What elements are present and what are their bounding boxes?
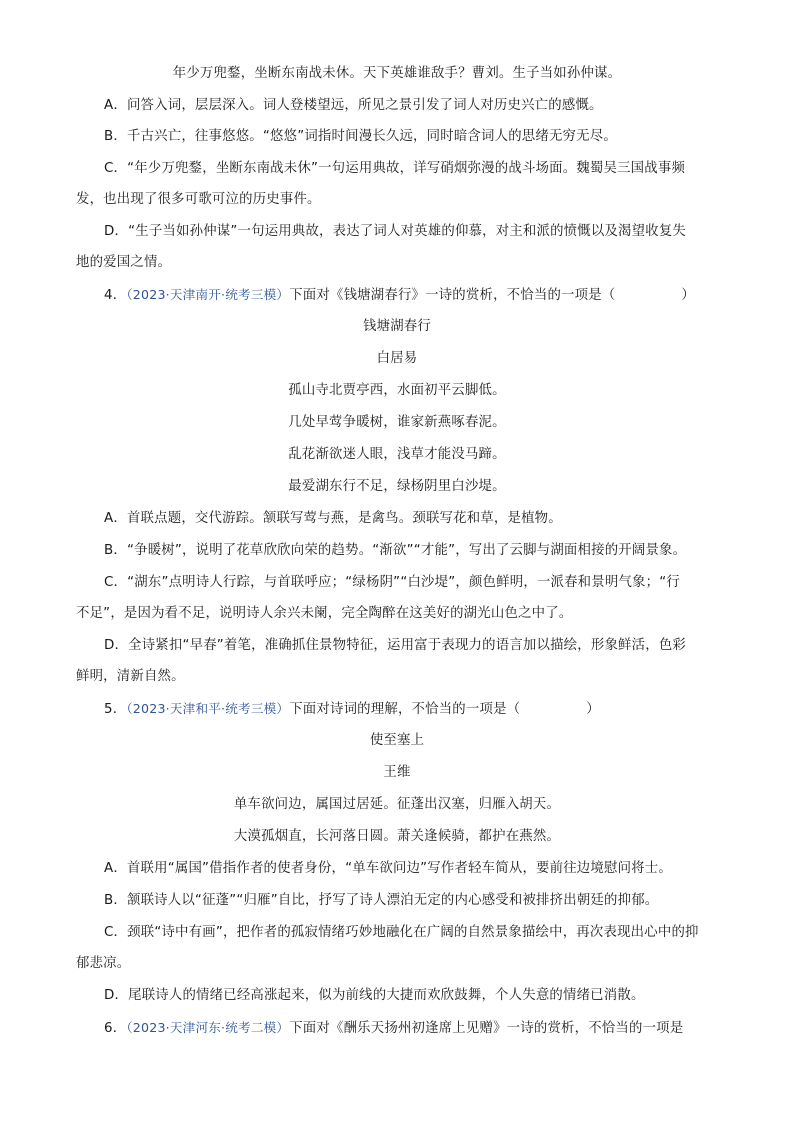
poem-line: 最爱湖东行不足，绿杨阴里白沙堤。 xyxy=(288,479,506,494)
option-a: A．首联用“属国”借指作者的使者身份，“单车欲问边”写作者轻车简从，要前往边境慰问将士。 xyxy=(104,861,672,876)
poem-line: 单车欲问边，属国过居延。征蓬出汉塞，归雁入胡天。 xyxy=(233,797,561,812)
question-text: 下面对《钱塘湖春行》一诗的赏析，不恰当的一项是（ xyxy=(289,288,616,303)
question-number: 5． xyxy=(104,702,127,717)
poem-title: 钱塘湖春行 xyxy=(363,319,431,334)
poem-author: 白居易 xyxy=(376,351,418,366)
question-text: 下面对诗词的理解，不恰当的一项是（ xyxy=(289,702,521,717)
option-c: C．颈联“诗中有画”，把作者的孤寂情绪巧妙地融化在广阔的自然景象描绘中，再次表现出心中的抑 xyxy=(104,925,699,940)
answer-paren-close: ） xyxy=(681,288,695,303)
poem-line: 几处早莺争暖树，谁家新燕啄春泥。 xyxy=(288,415,506,430)
poem-author: 王维 xyxy=(383,765,411,780)
question-text: 下面对《酬乐天扬州初逢席上见赠》一诗的赏析，不恰当的一项是 xyxy=(289,1021,684,1036)
poem-line: 孤山寺北贾亭西，水面初平云脚低。 xyxy=(288,383,506,398)
option-d: D．尾联诗人的情绪已经高涨起来，似为前线的大捷而欢欣鼓舞，个人失意的情绪已消散。 xyxy=(104,988,645,1003)
question-source: （2023·天津和平·统考三模） xyxy=(126,701,290,716)
option-a: A．问答入词，层层深入。词人登楼望远，所见之景引发了词人对历史兴亡的感慨。 xyxy=(104,98,603,113)
question-number: 4． xyxy=(104,288,127,303)
question-source: （2023·天津南开·统考三模） xyxy=(126,287,290,302)
poem-line: 大漠孤烟直，长河落日圆。萧关逢候骑，都护在燕然。 xyxy=(233,829,561,844)
option-c: C．“湖东”点明诗人行踪，与首联呼应；“绿杨阴”“白沙堤”，颜色鲜明，一派春和景明气象；“行 xyxy=(104,575,680,590)
option-c-cont: 不足”，是因为看不足，说明诗人余兴未阑，完全陶醉在这美好的湖光山色之中了。 xyxy=(76,606,573,621)
poem-line: 乱花渐欲迷人眼，浅草才能没马蹄。 xyxy=(288,447,506,462)
option-a: A．首联点题，交代游踪。颔联写莺与燕，是禽鸟。颈联写花和草，是植物。 xyxy=(104,511,562,526)
option-d: D．全诗紧扣“早春”着笔，准确抓住景物特征，运用富于表现力的语言加以描绘，形象鲜活，色彩 xyxy=(104,638,686,653)
option-b: B．千古兴亡，往事悠悠。“悠悠”词指时间漫长久远，同时暗含词人的思绪无穷无尽。 xyxy=(104,129,617,144)
question-6-stem xyxy=(104,1018,683,1039)
option-c-cont: 郁悲凉。 xyxy=(76,956,131,971)
option-b: B．颔联诗人以“征蓬”“归雁”自比，抒写了诗人漂泊无定的内心感受和被排挤出朝廷的抑郁。 xyxy=(104,893,659,908)
option-c-cont: 发，也出现了很多可歌可泣的历史事件。 xyxy=(76,192,321,207)
question-4-stem xyxy=(104,285,695,306)
question-5-stem xyxy=(104,699,600,720)
poem-title: 使至塞上 xyxy=(369,733,425,748)
option-d: D．“生子当如孙仲谋”一句运用典故，表达了词人对英雄的仰慕，对主和派的愤慨以及渴望收复失 xyxy=(104,224,686,239)
option-d-cont: 鲜明，清新自然。 xyxy=(76,669,185,684)
answer-paren-close: ） xyxy=(586,702,600,717)
option-c: C．“年少万兜鍪，坐断东南战未休”一句运用典故，详写硝烟弥漫的战斗场面。魏蜀吴三国战事频 xyxy=(104,161,686,176)
option-b: B．“争暖树”，说明了花草欣欣向荣的趋势。“渐欲”“才能”，写出了云脚与湖面相接的开阔景象。 xyxy=(104,543,687,558)
option-d-cont: 地的爱国之情。 xyxy=(76,255,172,270)
question-number: 6． xyxy=(104,1021,127,1036)
poem-line: 年少万兜鍪，坐断东南战未休。天下英雄谁敌手？曹刘。生子当如孙仲谋。 xyxy=(172,66,622,81)
question-source: （2023·天津河东·统考二模） xyxy=(126,1020,290,1035)
